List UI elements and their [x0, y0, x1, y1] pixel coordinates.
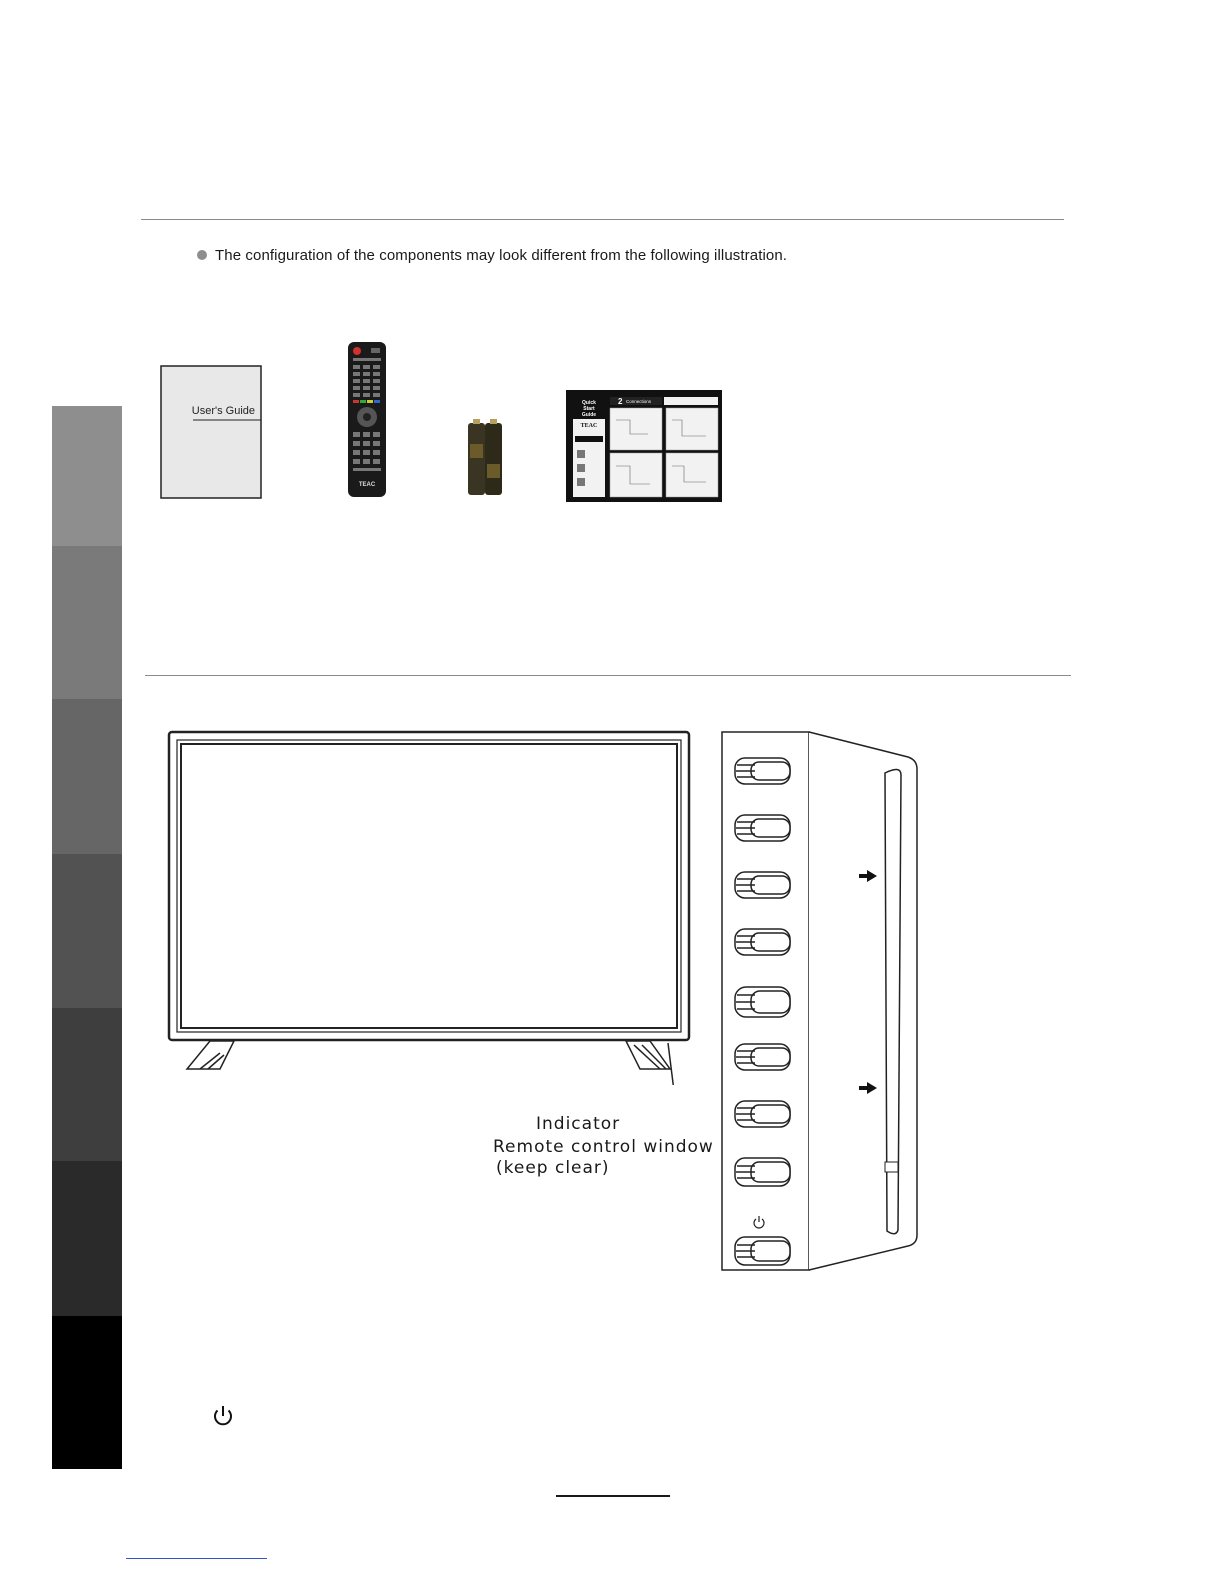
users-guide-booklet: [161, 366, 261, 498]
chapter-tab-4: [52, 854, 122, 1008]
chapter-tab-6: [52, 1161, 122, 1316]
qsg-step-number: 2: [618, 397, 623, 406]
tv-front-view: [160, 725, 710, 1085]
callout-indicator: Indicator: [536, 1114, 621, 1134]
side-button-3: [735, 872, 790, 898]
page-footer-line: [556, 1495, 670, 1497]
chapter-tab-strip: [52, 406, 122, 1469]
configuration-note-text: The configuration of the components may look different from the following illustration.: [215, 247, 788, 264]
chapter-tab-2: [52, 546, 122, 699]
indicator-leader-line: [668, 1043, 679, 1085]
side-button-4: [735, 929, 790, 955]
power-icon: [210, 1403, 236, 1429]
quick-start-guide: [566, 390, 722, 502]
qsg-brand-label: TEAC: [580, 423, 598, 429]
chapter-tab-1: [52, 406, 122, 546]
bullet-icon: [197, 250, 207, 260]
section-rule-top: [141, 219, 1064, 220]
chapter-tab-3: [52, 699, 122, 854]
configuration-note: [197, 247, 787, 264]
qsg-title-line-1: Quick: [582, 400, 596, 406]
remote-brand-label: TEAC: [358, 482, 376, 488]
side-button-power: [735, 1237, 790, 1265]
tv-stand-right: [626, 1041, 670, 1069]
batteries: [468, 419, 502, 495]
tv-stand-left: [187, 1041, 234, 1069]
side-button-6: [735, 1044, 790, 1070]
side-button-1: [735, 758, 790, 784]
callout-keep-clear: (keep clear): [496, 1158, 610, 1178]
side-button-5: [735, 987, 790, 1017]
callout-remote-window: Remote control window: [493, 1137, 714, 1157]
qsg-title-line-2: Start: [583, 406, 595, 412]
side-button-7: [735, 1101, 790, 1127]
qsg-section-title: Connections: [626, 399, 652, 404]
accessories-illustration: [150, 335, 750, 510]
section-rule-middle: [145, 675, 1071, 676]
footer-link-underline: [126, 1558, 267, 1559]
side-button-2: [735, 815, 790, 841]
qsg-title-line-3: Guide: [581, 412, 597, 418]
chapter-tab-5: [52, 1008, 122, 1161]
tv-side-panel: [715, 725, 930, 1280]
side-button-8: [735, 1158, 790, 1186]
remote-control: [348, 342, 386, 497]
chapter-tab-7: [52, 1316, 122, 1469]
users-guide-label: User's Guide: [191, 405, 255, 417]
